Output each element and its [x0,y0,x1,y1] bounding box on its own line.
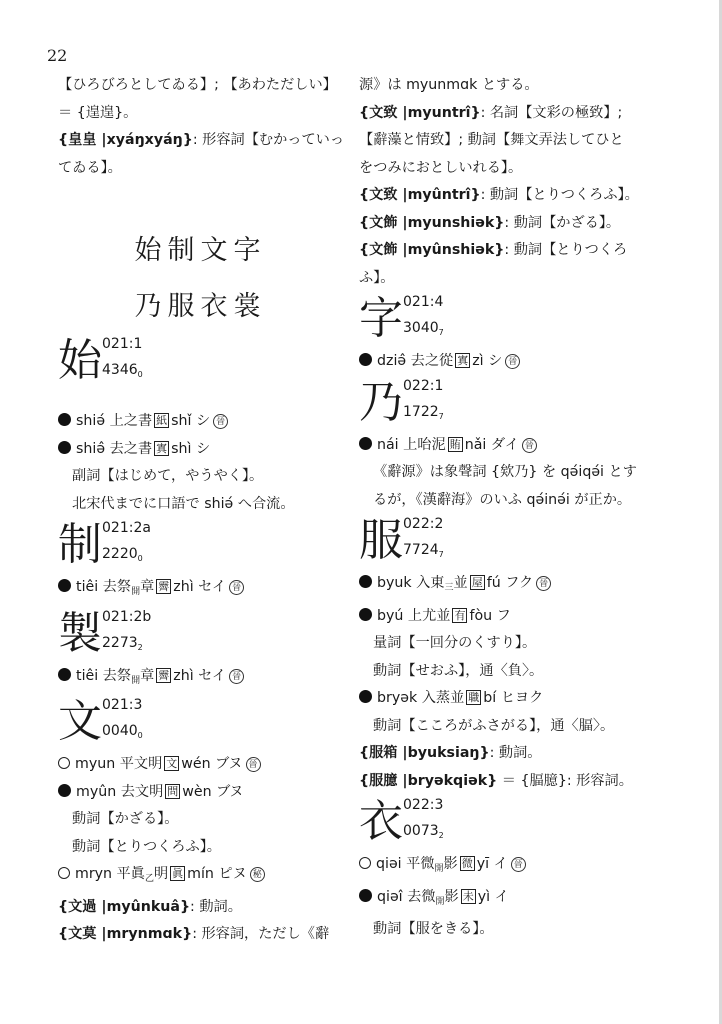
filled-circle-icon [359,575,372,588]
compound-term: {文飾 |myunshiək} [359,214,505,231]
reading-line: myûn 去文明 問 wèn ブヌ [58,779,343,807]
circled-mark: 晉 [505,354,520,369]
text-line: 源》は myunmɑk とする。 [359,77,539,93]
filled-circle-icon [58,668,71,681]
entry-code: 022:2 [403,516,444,532]
text-line: ＝ {遑遑}。 [58,104,138,121]
filled-circle-icon [359,889,372,902]
definition-line: 動詞【とりつくろふ】。 [72,838,221,855]
reading-line: nái 上咍泥 賄 nǎi ダイ 晉 [359,432,649,460]
compound-term: {文致 |myuntrî} [359,104,481,121]
rhyme-box: 霽 [158,580,170,593]
filled-circle-icon [359,690,372,703]
definition-line: るが，《漢辭海》のいふ qǝ́inǝ́i が正か。 [373,491,632,508]
entry-head [359,376,649,432]
entry-code: 021:1 [102,336,143,352]
text-line: {文飾 |myunshiək}: 動詞【かざる】。 [359,214,621,231]
entry-number: $2273_2$ [102,634,143,652]
circled-mark: 秘 [250,867,265,882]
section-title-line-2: 乃服衣裳 [134,291,267,322]
filled-circle-icon [58,413,71,426]
text-line: {服箱 |byuksiaŋ}: 動詞。 [359,745,542,761]
open-circle-icon [58,757,70,769]
rhyme-box: 未 [462,889,474,903]
entry-code: 021:3 [102,697,143,713]
filled-circle-icon [58,579,71,592]
text-line: {文致 |myuntrî}: 名詞【文彩の極致】; [359,104,623,121]
definition: : 形容詞【むかっていっ [192,132,345,148]
reading-line: byú 上尤並 有 fòu フ [359,603,649,631]
entry-head [58,607,343,663]
text-line: てゐる】。 [58,159,122,176]
reading-line: shiǝ̂ 去之書 寘 shì シ [58,436,343,464]
definition-line: 北宋代までに口語で shiǝ́ へ合流。 [72,495,295,512]
rhyme-box: 文 [166,757,178,770]
rhyme-box: 霽 [158,668,170,682]
headword: 服 [359,515,403,566]
filled-circle-icon [359,353,372,366]
entry-code: 021:2b [102,608,152,625]
definition-line: 動詞【せおふ】，通〈負〉。 [373,662,544,679]
rhyme-box: 紙 [156,414,168,427]
circled-mark: 晉 [536,576,551,591]
section-title-line-1: 始制文字 [134,235,267,266]
reading-line: bryək 入蒸並 職 bí ヒヨク [359,685,649,713]
rhyme-box: 眞 [172,867,184,880]
entry-code: 022:3 [403,797,444,813]
definition-line: 《辭源》は象聲詞 {欸乃} を qǝ́iqǝ́i とす [373,464,637,480]
compound-term: {服臆 |bryəkqiək} [359,772,498,789]
entry-number: $2220_0$ [102,546,143,563]
compound-term: {文飾 |myûnshiək} [359,242,505,258]
headword: 文 [58,696,102,747]
text-line: {文飾 |myûnshiək}: 動詞【とりつくろ [359,242,628,258]
rhyme-box: 寘 [457,354,469,367]
headword: 製 [58,607,102,659]
reading-line: qiəi 平微$_開$影 微 yī イ 晉 [359,851,649,884]
text-line: {文致 |myûntrî}: 動詞【とりつくろふ】。 [359,187,639,203]
headword: 字 [359,293,403,344]
entry-head [58,334,343,408]
filled-circle-icon [359,608,372,621]
circled-mark: 晉 [229,669,244,684]
right-column [359,72,649,944]
entry-number: $4346_0$ [102,362,143,379]
headword: 乃 [359,376,403,428]
entry-head [58,518,343,574]
entry-code: 022:1 [403,377,444,394]
headword: 制 [58,519,102,570]
open-circle-icon [359,857,371,869]
circled-mark: 晉 [522,438,537,453]
text-line: {文過 |myûnkuâ}: 動詞。 [58,898,242,915]
filled-circle-icon [58,441,71,454]
definition-line: 動詞【服をきる】。 [373,921,494,937]
filled-circle-icon [58,784,71,797]
entry-head [359,514,649,570]
reading-line: byuk 入東$_三$並 屋 fú フク 晉 [359,570,649,603]
definition-line: 副詞【はじめて，やうやく】。 [72,468,264,484]
text-line: {文莫 |mrynmɑk}: 形容詞，ただし《辭 [58,926,330,942]
definition-line: 量詞【一回分のくすり】。 [373,635,537,651]
circled-mark: 晉 [229,580,244,595]
reading-line: dziǝ̂ 去之從 寘 zì シ 晉 [359,348,649,376]
rhyme-box: 賄 [449,437,461,451]
entry-number: $1722_7$ [403,403,444,421]
text-line [58,127,343,155]
entry-number: $0040_0$ [102,723,143,740]
rhyme-box: 微 [461,857,473,870]
reading-line: tiêi 去祭$_開$章 霽 zhì セイ 晉 [58,663,343,696]
reading-line: tiêi 去祭$_開$章 霽 zhì セイ 晉 [58,574,343,607]
text-line: 【辭藻と情致】; 動詞【舞文弄法してひと [359,132,624,148]
compound-term: {文過 |myûnkuâ} [58,898,191,915]
text-line: ふ】。 [359,269,395,286]
circled-mark: 晉 [246,757,261,772]
filled-circle-icon [359,437,372,450]
rhyme-box: 寘 [156,441,168,455]
entry-number: $0073_2$ [403,823,444,840]
reading-line: shiǝ́ 上之書 紙 shǐ シ 晉 [58,408,343,436]
entry-head [58,695,343,751]
compound-term: {皇皇 |xyáŋxyáŋ} [58,132,193,148]
left-column [58,72,343,949]
rhyme-box: 屋 [471,576,483,589]
rhyme-box: 問 [167,784,179,798]
text-line: をつみにおとしいれる】。 [359,159,523,176]
entry-number: $3040_7$ [403,320,444,337]
definition-line: 動詞【こころがふさがる】，通〈腷〉。 [373,717,615,734]
headword: 始 [58,335,102,386]
compound-term: {文莫 |mrynmɑk} [58,926,193,942]
reading-line: mryn 平眞$_乙$明 眞 mín ピヌ 秘 [58,861,343,894]
text-line: 【ひろびろとしてゐる】; 【あわただしい】 [58,77,337,93]
headword: 衣 [359,796,403,847]
rhyme-box: 職 [468,691,480,704]
page-number: 22 [47,46,68,65]
compound-term: {服箱 |byuksiaŋ} [359,745,490,761]
definition-line: 動詞【かざる】。 [72,811,179,827]
open-circle-icon [58,867,70,879]
text-line: {服臆 |bryəkqiək} ＝ {腷臆}: 形容詞。 [359,772,633,789]
entry-code: 021:2a [102,520,151,536]
reading-line: myun 平文明 文 wén ブヌ 晉 [58,751,343,779]
compound-term: {文致 |myûntrî} [359,187,481,203]
rhyme-box: 有 [454,608,466,622]
entry-code: 021:4 [403,294,444,310]
circled-mark: 晉 [213,414,228,429]
entry-head [359,795,649,851]
entry-number: $7724_7$ [403,542,444,559]
reading-line: qiəî 去微$_開$影 未 yì イ [359,884,649,917]
entry-head [359,292,649,348]
circled-mark: 晉 [511,857,526,872]
